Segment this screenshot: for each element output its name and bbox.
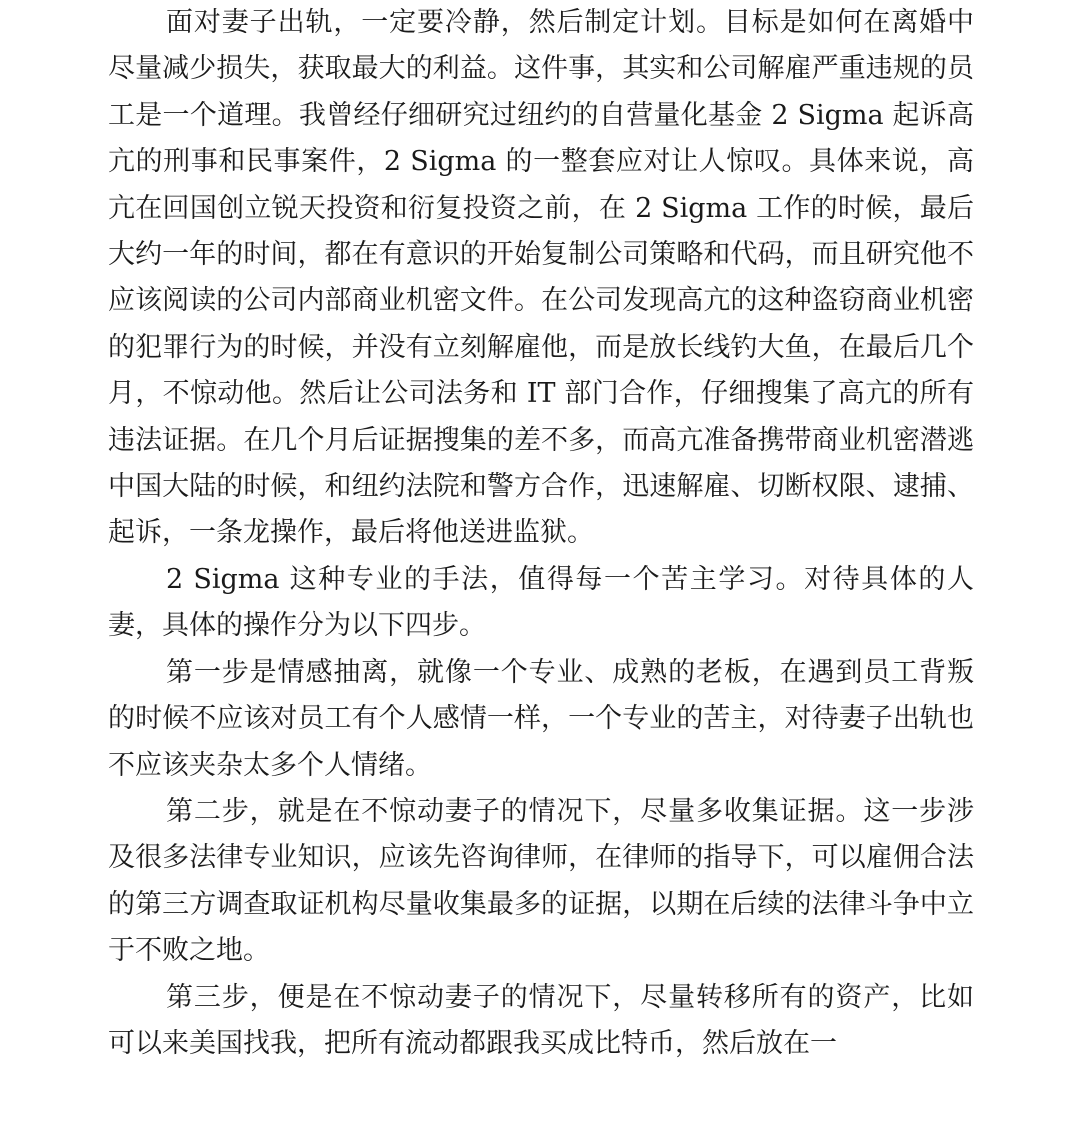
paragraph-4: 第二步，就是在不惊动妻子的情况下，尽量多收集证据。这一步涉及很多法律专业知识，应该先咨询律师，在律师的指导下，可以雇佣合法的第三方调查取证机构尽量收集最多的证据，以期在后续的法律斗争中立于不败之地。 <box>108 795 974 967</box>
document-page <box>108 0 974 1067</box>
paragraph-3: 第一步是情感抽离，就像一个专业、成熟的老板，在遇到员工背叛的时候不应该对员工有个人感情一样，一个专业的苦主，对待妻子出轨也不应该夹杂太多个人情绪。 <box>108 656 974 781</box>
paragraph-2: 2 Sigma 这种专业的手法，值得每一个苦主学习。对待具体的人妻，具体的操作分为以下四步。 <box>108 563 974 642</box>
paragraph-5: 第三步，便是在不惊动妻子的情况下，尽量转移所有的资产，比如可以来美国找我，把所有流动都跟我买成比特币，然后放在一 <box>108 981 974 1059</box>
paragraph-1: 面对妻子出轨，一定要冷静，然后制定计划。目标是如何在离婚中尽量减少损失，获取最大的利益。这件事，其实和公司解雇严重违规的员工是一个道理。我曾经仔细研究过纽约的自营量化基金 2 Sigma 起诉高亢的刑事和民事案件，2 Sigma 的一整套应对让人惊叹。具体来说，高亢在回国创立锐天投资和衍复投资之前，在 2 Sigma 工作的时候，最后大约一年的时间，都在有意识的开始复制公司策略和代码，而且研究他不应该阅读的公司内部商业机密文件。在公司发现高亢的这种盗窃商业机密的犯罪行为的时候，并没有立刻解雇他，而是放长线钓大鱼，在最后几个月，不惊动他。然后让公司法务和 IT 部门合作，仔细搜集了高亢的所有违法证据。在几个月后证据搜集的差不多，而高亢准备携带商业机密潜逃中国大陆的时候，和纽约法院和警方合作，迅速解雇、切断权限、逮捕、起诉，一条龙操作，最后将他送进监狱。 <box>108 7 974 549</box>
